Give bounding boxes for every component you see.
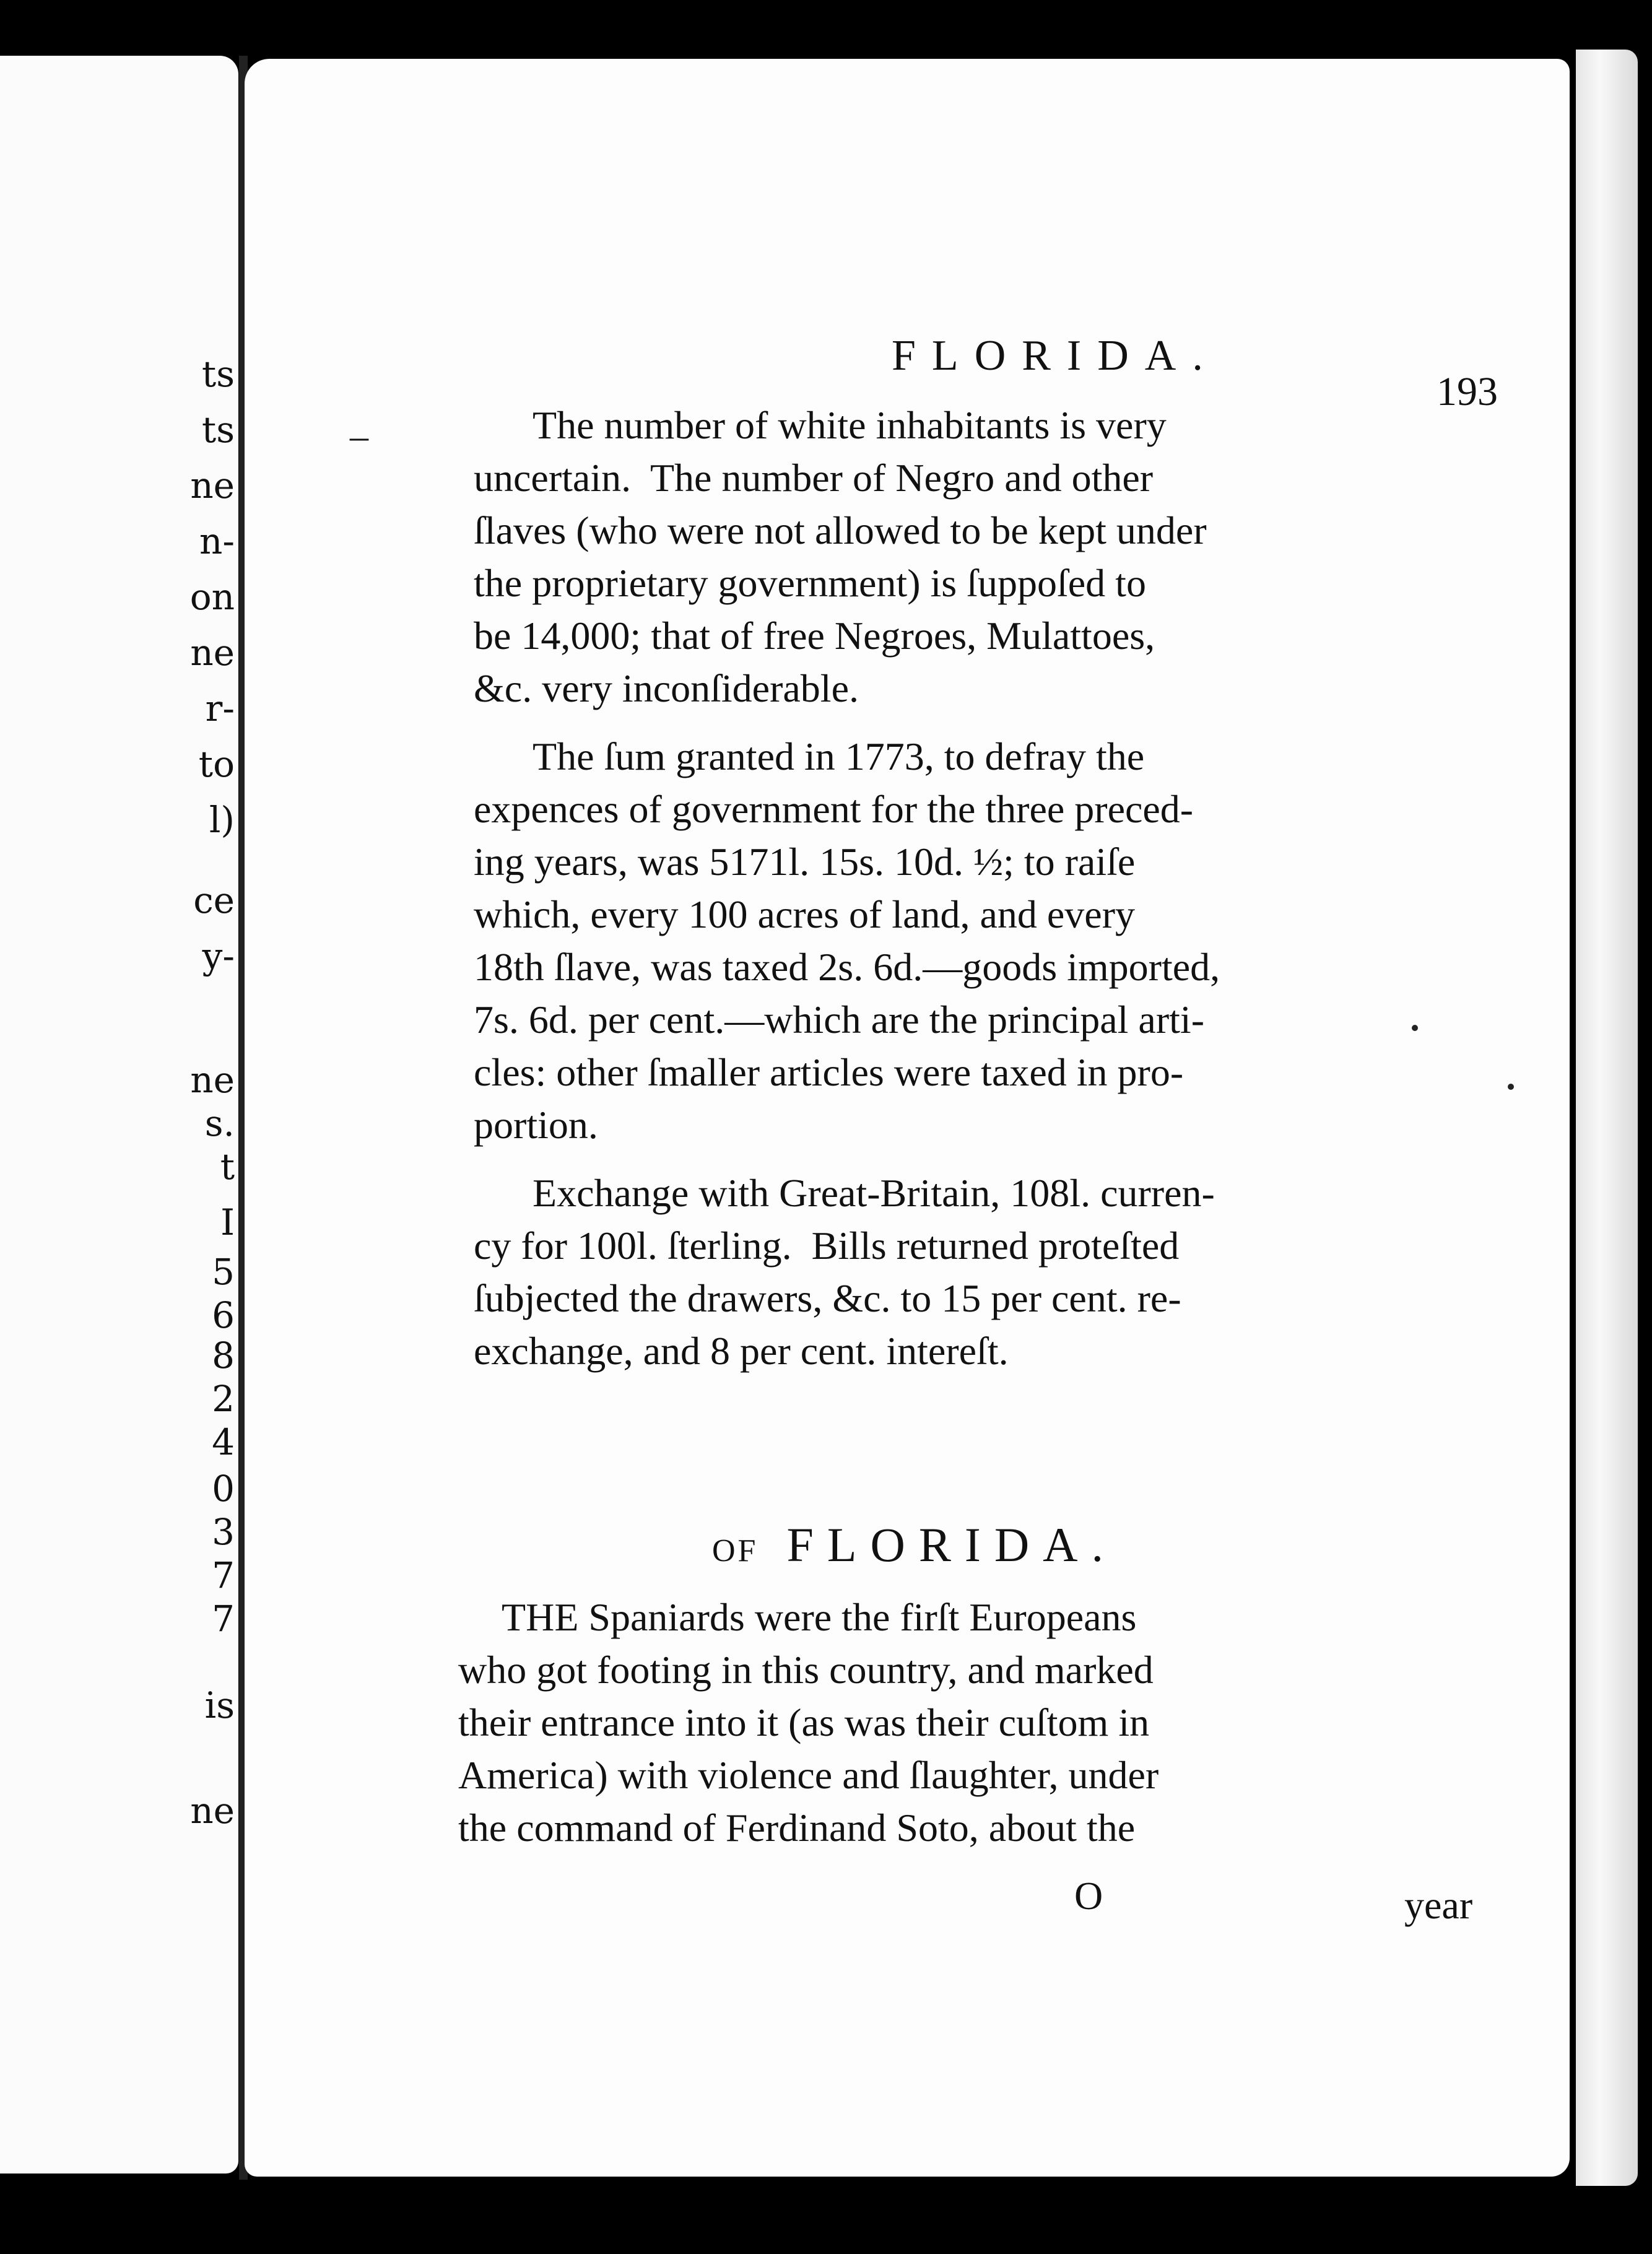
signature-mark: O: [1074, 1874, 1103, 1918]
ink-speck: [1508, 1084, 1514, 1090]
left-page-fragment: 3: [212, 1511, 235, 1553]
left-page-fragment: s.: [204, 1102, 235, 1144]
text-line: who got footing in this country, and marked: [458, 1648, 1154, 1692]
left-page-fragment: on: [189, 576, 235, 618]
left-page-fragment: is: [204, 1684, 235, 1726]
left-page-fragment: 4: [212, 1421, 235, 1463]
left-page-fragment: r-: [205, 687, 235, 729]
text-line: cles: other ſmaller articles were taxed in pro-: [474, 1050, 1184, 1094]
margin-dash: –: [350, 416, 368, 456]
text-line: ſubjected the drawers, &c. to 15 per cent. re-: [474, 1276, 1181, 1320]
text-line: The number of white inhabitants is very: [533, 403, 1167, 447]
catchword: year: [1404, 1883, 1473, 1927]
text-line: uncertain. The number of Negro and other: [474, 456, 1154, 500]
text-line: &c. very inconſiderable.: [474, 666, 859, 710]
left-page-fragment: ne: [190, 1790, 235, 1832]
text-line: America) with violence and ſlaughter, under: [458, 1753, 1159, 1797]
right-page: [245, 59, 1570, 2177]
left-page-fragment: ne: [190, 464, 235, 507]
text-line: Exchange with Great-Britain, 108l. curren-: [533, 1171, 1215, 1215]
page-number: 193: [1437, 369, 1498, 414]
left-page: [0, 56, 238, 2174]
text-line: 7s. 6d. per cent.—which are the principal arti-: [474, 998, 1204, 1042]
text-line: which, every 100 acres of land, and every: [474, 892, 1135, 936]
left-page-fragment: ne: [190, 1059, 235, 1101]
text-line: ſlaves (who were not allowed to be kept under: [474, 508, 1207, 552]
left-page-fragment: 0: [212, 1468, 235, 1510]
text-line: be 14,000; that of free Negroes, Mulattoes,: [474, 614, 1155, 658]
left-page-fragment: 5: [212, 1251, 235, 1293]
left-page-fragment: ts: [201, 409, 235, 451]
left-page-fragment: l): [209, 799, 235, 841]
left-page-fragment: I: [220, 1201, 235, 1243]
left-page-fragment: t: [220, 1146, 235, 1188]
text-line: The ſum granted in 1773, to defray the: [533, 734, 1145, 778]
text-line: cy for 100l. ſterling. Bills returned proteſted: [474, 1224, 1180, 1268]
left-page-fragment: 7: [212, 1554, 235, 1596]
running-head: FLORIDA.: [892, 332, 1219, 380]
left-page-fragment: y-: [202, 935, 235, 977]
section-heading-prefix: OF: [712, 1533, 759, 1569]
page-edge: [1576, 50, 1638, 2186]
text-line: THE Spaniards were the firſt Europeans: [502, 1595, 1137, 1639]
text-line: the proprietary government) is ſuppoſed to: [474, 561, 1146, 605]
left-page-fragment: n-: [199, 520, 235, 562]
left-page-fragment: 7: [212, 1598, 235, 1640]
left-page-fragment: 6: [212, 1294, 235, 1336]
text-line: expences of government for the three preced-: [474, 787, 1194, 831]
left-page-fragment: ts: [201, 353, 235, 395]
text-line: ing years, was 5171l. 15s. 10d. ½; to raiſe: [474, 840, 1136, 884]
left-page-fragment: ce: [193, 879, 235, 921]
left-page-fragment: to: [198, 743, 235, 785]
left-page-fragment: 8: [212, 1334, 235, 1377]
section-heading-main: FLORIDA.: [786, 1518, 1117, 1572]
text-line: 18th ſlave, was taxed 2s. 6d.—goods imported,: [474, 945, 1220, 989]
section-heading: [712, 1517, 1117, 1573]
left-page-fragment: 2: [212, 1378, 235, 1420]
ink-speck: [1412, 1025, 1418, 1031]
text-line: their entrance into it (as was their cuſtom in: [458, 1700, 1150, 1744]
text-line: exchange, and 8 per cent. intereſt.: [474, 1329, 1009, 1373]
text-line: portion.: [474, 1103, 598, 1147]
left-page-fragment: ne: [190, 632, 235, 674]
text-line: the command of Ferdinand Soto, about the: [458, 1806, 1136, 1850]
